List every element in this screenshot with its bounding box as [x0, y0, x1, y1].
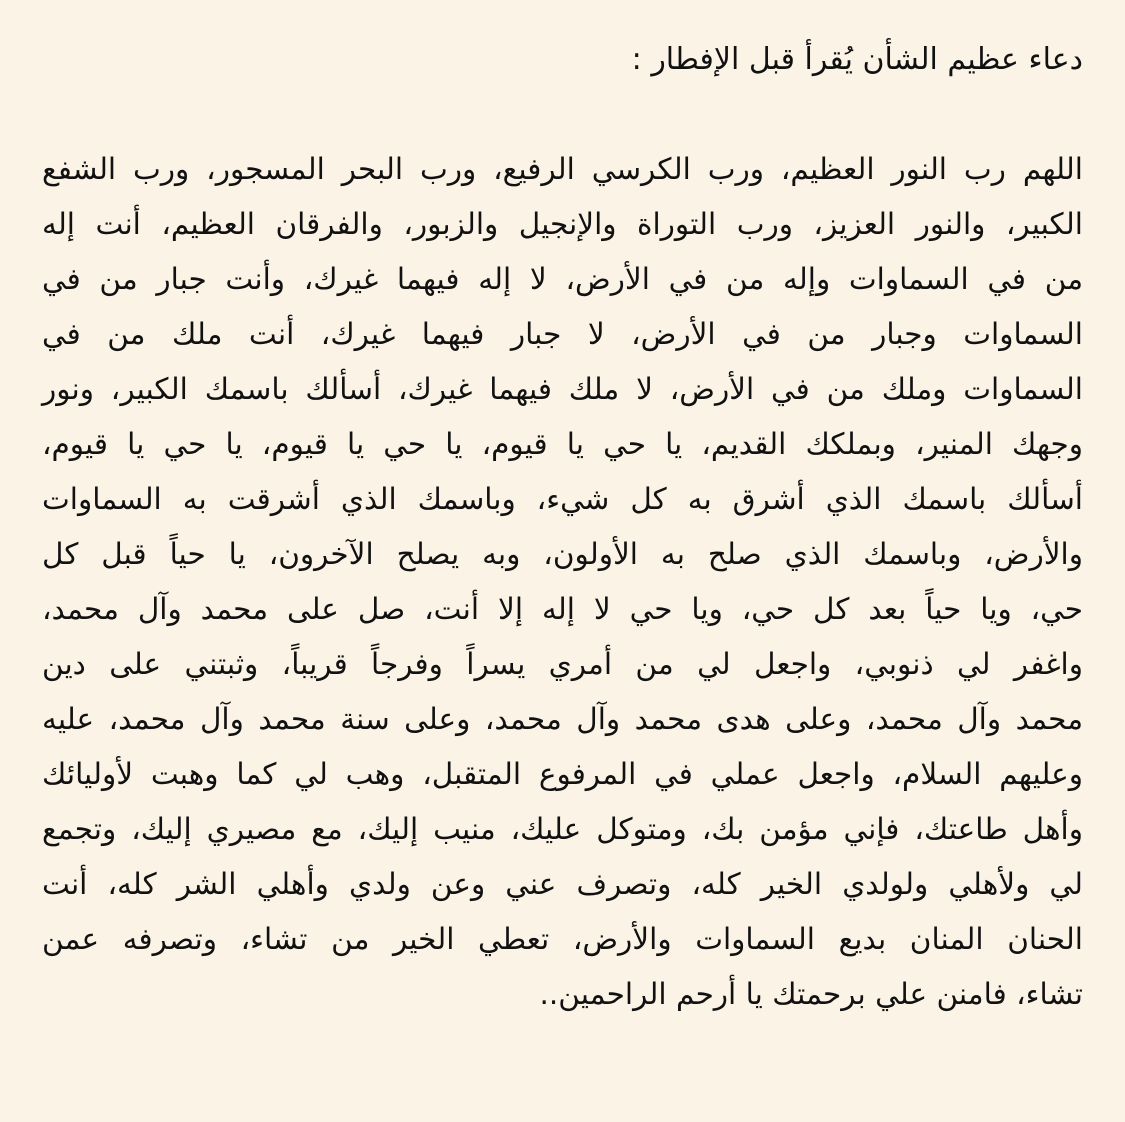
prayer-text	[42, 142, 1083, 1022]
document-title: دعاء عظيم الشأن يُقرأ قبل الإفطار :	[631, 42, 1083, 77]
prayer-line: وجهك المنير، وبملكك القديم، يا حي يا قيوم، يا حي يا قيوم، يا حي يا قيوم،	[42, 427, 1083, 461]
prayer-line: وأهل طاعتك، فإني مؤمن بك، ومتوكل عليك، منيب إليك، مع مصيري إليك، وتجمع	[42, 812, 1083, 846]
prayer-line: والأرض، وباسمك الذي صلح به الأولون، وبه يصلح الآخرون، يا حياً قبل كل	[42, 537, 1083, 571]
prayer-line-last: تشاء، فامنن علي برحمتك يا أرحم الراحمين..	[539, 977, 1083, 1011]
prayer-line: من في السماوات وإله من في الأرض، لا إله فيهما غيرك، وأنت جبار من في	[42, 262, 1083, 296]
prayer-line: وعليهم السلام، واجعل عملي في المرفوع المتقبل، وهب لي كما وهبت لأوليائك	[42, 757, 1083, 791]
prayer-line: السماوات وجبار من في الأرض، لا جبار فيهما غيرك، أنت ملك من في	[42, 317, 1083, 351]
prayer-line: الكبير، والنور العزيز، ورب التوراة والإنجيل والزبور، والفرقان العظيم، أنت إله	[42, 207, 1083, 241]
prayer-line: الحنان المنان بديع السماوات والأرض، تعطي الخير من تشاء، وتصرفه عمن	[42, 922, 1083, 956]
prayer-line: أسألك باسمك الذي أشرق به كل شيء، وباسمك الذي أشرقت به السماوات	[42, 482, 1083, 516]
prayer-line: واغفر لي ذنوبي، واجعل لي من أمري يسراً وفرجاً قريباً، وثبتني على دين	[42, 647, 1083, 681]
prayer-line: السماوات وملك من في الأرض، لا ملك فيهما غيرك، أسألك باسمك الكبير، ونور	[42, 372, 1083, 406]
prayer-line: لي ولأهلي ولولدي الخير كله، وتصرف عني وعن ولدي وأهلي الشر كله، أنت	[42, 867, 1083, 901]
prayer-line: محمد وآل محمد، وعلى هدى محمد وآل محمد، وعلى سنة محمد وآل محمد، عليه	[42, 702, 1083, 736]
prayer-line: اللهم رب النور العظيم، ورب الكرسي الرفيع، ورب البحر المسجور، ورب الشفع	[42, 152, 1083, 186]
prayer-line: حي، ويا حياً بعد كل حي، ويا حي لا إله إلا أنت، صل على محمد وآل محمد،	[42, 592, 1083, 626]
